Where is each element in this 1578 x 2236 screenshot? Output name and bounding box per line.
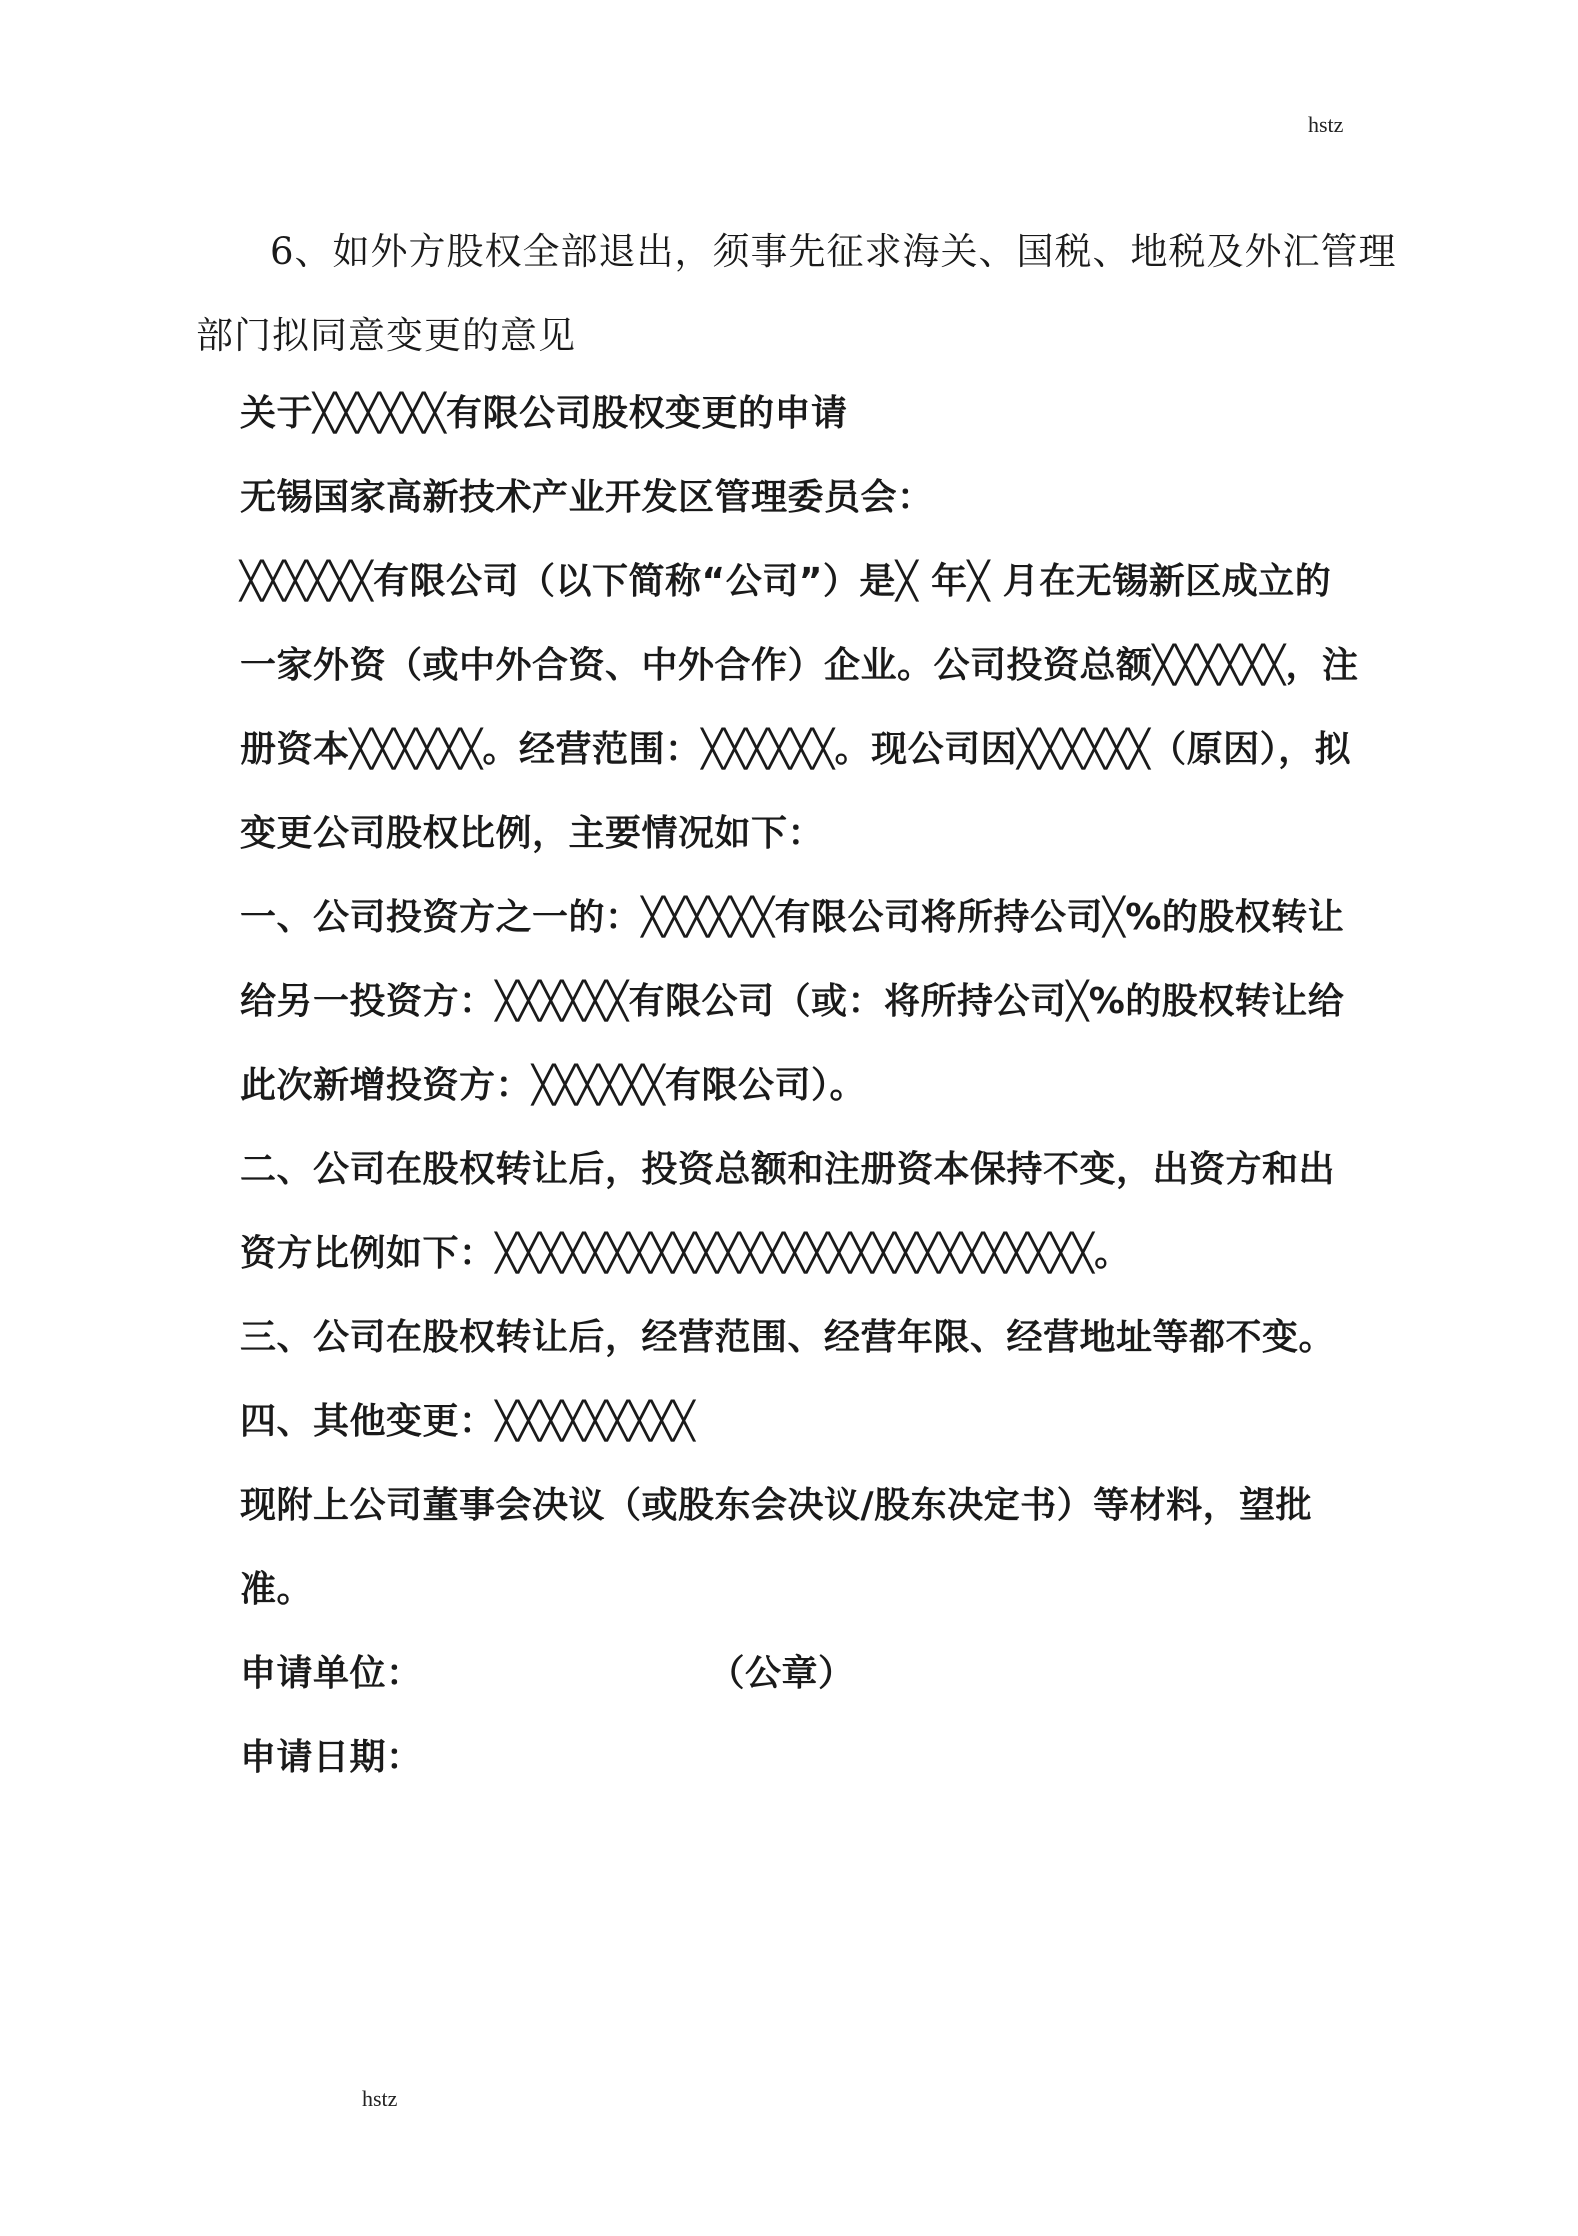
letter-item-1: 一、公司投资方之一的：╳╳╳╳╳╳有限公司将所持公司╳%的股权转让给另一投资方：╳╳╳╳╳╳有限公司（或：将所持公司╳%的股权转让给此次新增投资方：╳╳╳╳╳╳有限公司）。 xyxy=(240,897,1345,1106)
date-line xyxy=(240,1716,1360,1800)
letter-addressee: 无锡国家高新技术产业开发区管理委员会： xyxy=(240,477,934,518)
applicant-line xyxy=(240,1632,1360,1716)
application-letter xyxy=(240,372,1360,1800)
applicant-label: 申请单位： xyxy=(240,1653,423,1694)
intro-paragraph: 6、如外方股权全部退出，须事先征求海关、国税、地税及外汇管理部门拟同意变更的意见 xyxy=(196,230,1397,357)
letter-item-3: 三、公司在股权转让后，经营范围、经营年限、经营地址等都不变。 xyxy=(240,1317,1336,1358)
letter-closing: 现附上公司董事会决议（或股东会决议/股东决定书）等材料，望批准。 xyxy=(240,1485,1313,1610)
letter-paragraph-1: ╳╳╳╳╳╳有限公司（以下简称“公司”）是╳ 年╳ 月在无锡新区成立的一家外资（或中外合资、中外合作）企业。公司投资总额╳╳╳╳╳╳，注册资本╳╳╳╳╳╳。经营范围：╳╳╳╳╳╳。现公司因╳╳╳╳╳╳（原因），拟变更公司股权比例，主要情况如下： xyxy=(240,561,1359,854)
page-footer-mark: hstz xyxy=(362,2086,398,2111)
seal-label: （公章） xyxy=(708,1653,855,1694)
date-label: 申请日期： xyxy=(240,1737,423,1778)
letter-item-2: 二、公司在股权转让后，投资总额和注册资本保持不变，出资方和出资方比例如下：╳╳╳╳╳╳╳╳╳╳╳╳╳╳╳╳╳╳╳╳╳╳╳╳╳╳╳。 xyxy=(240,1149,1336,1274)
page-header-mark: hstz xyxy=(1308,112,1344,137)
letter-item-4: 四、其他变更：╳╳╳╳╳╳╳╳╳ xyxy=(240,1401,696,1442)
letter-title: 关于╳╳╳╳╳╳有限公司股权变更的申请 xyxy=(240,393,848,434)
